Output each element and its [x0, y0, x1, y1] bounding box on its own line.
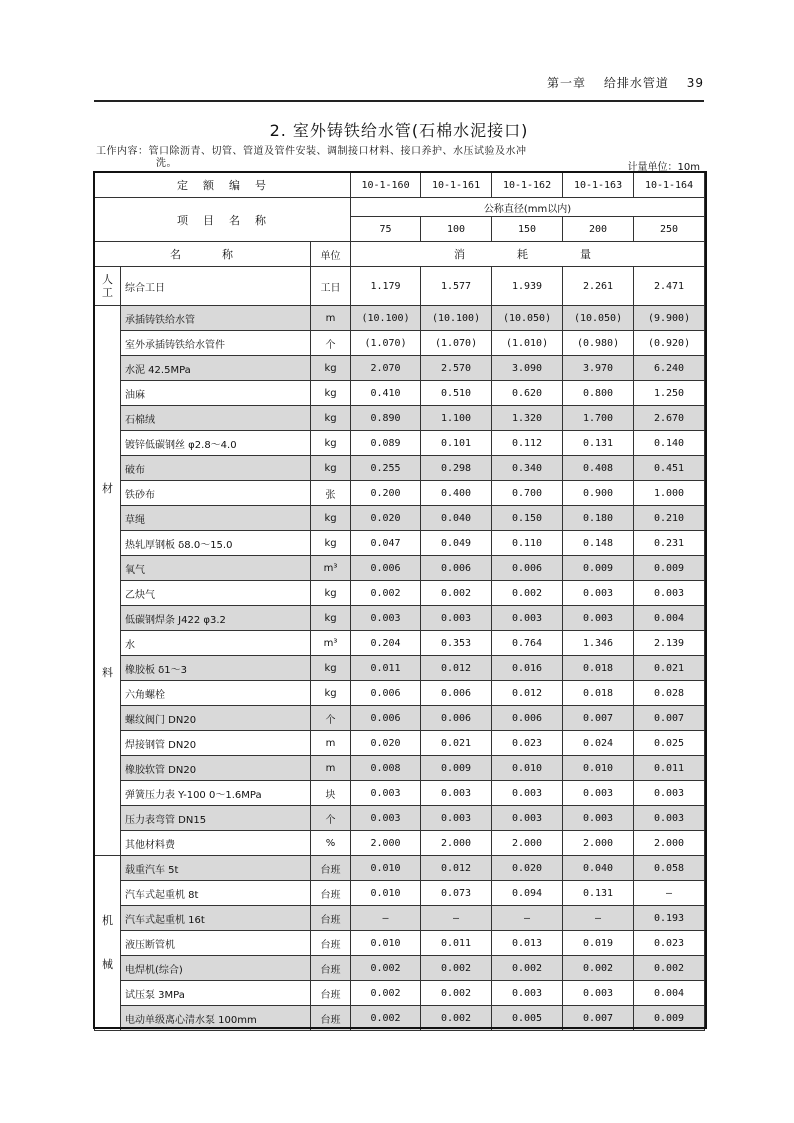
item-name: 氧气: [121, 556, 311, 581]
value-cell: 0.410: [351, 381, 421, 406]
value-cell: 0.200: [351, 481, 421, 506]
value-cell: 2.000: [563, 831, 634, 856]
value-cell: (1.070): [351, 331, 421, 356]
page-number: 39: [686, 76, 704, 90]
machine-category-bottom: 械: [102, 958, 113, 971]
diameter-cell: 150: [492, 217, 563, 242]
value-cell: 0.003: [351, 606, 421, 631]
diameter-label-row: [95, 198, 705, 217]
value-cell: 0.011: [351, 656, 421, 681]
value-cell: 0.112: [492, 431, 563, 456]
value-cell: 0.047: [351, 531, 421, 556]
item-unit: 台班: [311, 856, 351, 881]
value-cell: 0.023: [634, 931, 705, 956]
value-cell: 0.255: [351, 456, 421, 481]
value-cell: 0.900: [563, 481, 634, 506]
value-cell: (10.100): [421, 306, 492, 331]
value-cell: 0.003: [563, 581, 634, 606]
value-cell: 0.003: [351, 806, 421, 831]
item-unit: 张: [311, 481, 351, 506]
value-cell: 0.193: [634, 906, 705, 931]
work-content-line1: 工作内容：管口除沥青、切管、管道及管件安装、调制接口材料、接口养护、水压试验及水冲: [96, 146, 527, 157]
value-cell: 2.000: [351, 831, 421, 856]
item-unit: 个: [311, 706, 351, 731]
material-row: [95, 406, 705, 431]
value-cell: 2.261: [563, 267, 634, 306]
unit-column-header: 单位: [311, 242, 351, 267]
value-cell: (10.100): [351, 306, 421, 331]
value-cell: 1.939: [492, 267, 563, 306]
value-cell: (10.050): [492, 306, 563, 331]
value-cell: 2.139: [634, 631, 705, 656]
value-cell: 0.101: [421, 431, 492, 456]
value-cell: 3.090: [492, 356, 563, 381]
machine-category-top: 机: [102, 914, 113, 927]
item-name: 六角螺栓: [121, 681, 311, 706]
value-cell: 0.890: [351, 406, 421, 431]
code-cell: 10-1-164: [634, 173, 705, 198]
value-cell: 1.320: [492, 406, 563, 431]
value-cell: 0.510: [421, 381, 492, 406]
value-cell: 0.006: [351, 556, 421, 581]
consumption-header: 消 耗 量: [351, 242, 705, 267]
item-unit: 台班: [311, 931, 351, 956]
value-cell: 0.006: [351, 706, 421, 731]
item-unit: kg: [311, 506, 351, 531]
code-cell: 10-1-161: [421, 173, 492, 198]
value-cell: 0.004: [634, 606, 705, 631]
value-cell: 0.049: [421, 531, 492, 556]
value-cell: 0.003: [634, 581, 705, 606]
value-cell: —: [634, 881, 705, 906]
item-unit: kg: [311, 681, 351, 706]
value-cell: 0.148: [563, 531, 634, 556]
value-cell: 0.003: [492, 781, 563, 806]
value-cell: 0.002: [492, 581, 563, 606]
material-row: [95, 631, 705, 656]
material-row: [95, 606, 705, 631]
item-unit: 个: [311, 331, 351, 356]
diameter-cell: 75: [351, 217, 421, 242]
diameter-cell: 250: [634, 217, 705, 242]
value-cell: 0.025: [634, 731, 705, 756]
page-header: [94, 74, 704, 100]
value-cell: 0.005: [492, 1006, 563, 1031]
material-row: [95, 706, 705, 731]
value-cell: 0.003: [421, 806, 492, 831]
item-name: 草绳: [121, 506, 311, 531]
value-cell: 0.018: [563, 681, 634, 706]
value-cell: 0.023: [492, 731, 563, 756]
value-cell: 0.006: [492, 706, 563, 731]
value-cell: 1.577: [421, 267, 492, 306]
item-unit: 块: [311, 781, 351, 806]
item-unit: kg: [311, 431, 351, 456]
material-row: [95, 456, 705, 481]
item-name: 汽车式起重机 16t: [121, 906, 311, 931]
code-cell: 10-1-162: [492, 173, 563, 198]
value-cell: 3.970: [563, 356, 634, 381]
value-cell: 2.471: [634, 267, 705, 306]
value-cell: 0.019: [563, 931, 634, 956]
item-name: 液压断管机: [121, 931, 311, 956]
value-cell: 0.131: [563, 431, 634, 456]
value-cell: 0.009: [634, 556, 705, 581]
value-cell: 0.150: [492, 506, 563, 531]
value-cell: 0.700: [492, 481, 563, 506]
code-label: 定 额 编 号: [95, 173, 351, 198]
item-name: 汽车式起重机 8t: [121, 881, 311, 906]
value-cell: 0.003: [492, 606, 563, 631]
value-cell: 0.764: [492, 631, 563, 656]
value-cell: 0.002: [421, 581, 492, 606]
value-cell: 0.020: [492, 856, 563, 881]
value-cell: 0.007: [563, 1006, 634, 1031]
value-cell: 0.231: [634, 531, 705, 556]
value-cell: 0.020: [351, 506, 421, 531]
work-content: [96, 146, 556, 170]
work-content-line2: 洗。: [156, 158, 177, 169]
item-unit: 台班: [311, 1006, 351, 1031]
material-row: [95, 781, 705, 806]
item-unit: kg: [311, 581, 351, 606]
value-cell: 0.110: [492, 531, 563, 556]
value-cell: 0.010: [563, 756, 634, 781]
value-cell: 0.180: [563, 506, 634, 531]
item-name: 水: [121, 631, 311, 656]
value-cell: 0.007: [634, 706, 705, 731]
value-cell: 1.179: [351, 267, 421, 306]
machine-category: [95, 856, 121, 1031]
value-cell: 0.006: [421, 706, 492, 731]
value-cell: 0.002: [351, 1006, 421, 1031]
value-cell: (1.010): [492, 331, 563, 356]
code-cell: 10-1-163: [563, 173, 634, 198]
value-cell: 2.000: [492, 831, 563, 856]
material-row: [95, 356, 705, 381]
value-cell: 0.003: [634, 806, 705, 831]
value-cell: 0.451: [634, 456, 705, 481]
item-label: 项 目 名 称: [95, 198, 351, 242]
value-cell: 0.003: [421, 606, 492, 631]
value-cell: 2.570: [421, 356, 492, 381]
material-category-bottom: 料: [102, 665, 113, 679]
item-unit: m: [311, 306, 351, 331]
value-cell: 2.670: [634, 406, 705, 431]
item-unit: m: [311, 731, 351, 756]
value-cell: 0.007: [563, 706, 634, 731]
item-name: 油麻: [121, 381, 311, 406]
value-cell: 0.002: [351, 956, 421, 981]
value-cell: 1.700: [563, 406, 634, 431]
value-cell: (9.900): [634, 306, 705, 331]
material-row: [95, 681, 705, 706]
value-cell: 0.340: [492, 456, 563, 481]
value-cell: 0.020: [351, 731, 421, 756]
material-row: [95, 581, 705, 606]
value-cell: 0.003: [563, 981, 634, 1006]
machine-row: [95, 856, 705, 881]
item-name: 橡胶软管 DN20: [121, 756, 311, 781]
value-cell: 0.620: [492, 381, 563, 406]
item-name: 压力表弯管 DN15: [121, 806, 311, 831]
item-unit: 工日: [311, 267, 351, 306]
value-cell: 0.021: [634, 656, 705, 681]
value-cell: 0.006: [421, 681, 492, 706]
item-unit: m³: [311, 631, 351, 656]
value-cell: 6.240: [634, 356, 705, 381]
value-cell: 0.009: [634, 1006, 705, 1031]
item-name: 弹簧压力表 Y-100 0～1.6MPa: [121, 781, 311, 806]
item-name: 载重汽车 5t: [121, 856, 311, 881]
value-cell: —: [563, 906, 634, 931]
value-cell: (1.070): [421, 331, 492, 356]
item-name: 综合工日: [121, 267, 311, 306]
value-cell: 0.408: [563, 456, 634, 481]
value-cell: 0.021: [421, 731, 492, 756]
value-cell: 0.073: [421, 881, 492, 906]
value-cell: 0.002: [563, 956, 634, 981]
labor-row: [95, 267, 705, 306]
value-cell: 0.011: [634, 756, 705, 781]
measure-unit: 计量单位：10m: [627, 162, 700, 173]
chapter-label: 第一章: [547, 76, 587, 90]
item-unit: kg: [311, 381, 351, 406]
item-unit: 台班: [311, 956, 351, 981]
material-row: [95, 556, 705, 581]
value-cell: 0.002: [634, 956, 705, 981]
value-cell: 0.006: [492, 556, 563, 581]
item-unit: 台班: [311, 981, 351, 1006]
value-cell: 2.000: [634, 831, 705, 856]
value-cell: 0.010: [351, 856, 421, 881]
value-cell: 2.070: [351, 356, 421, 381]
material-category-top: 材: [102, 481, 113, 495]
name-column-header: 名 称: [95, 242, 311, 267]
value-cell: 1.000: [634, 481, 705, 506]
value-cell: 0.003: [421, 781, 492, 806]
item-unit: kg: [311, 606, 351, 631]
value-cell: 0.009: [421, 756, 492, 781]
material-row: [95, 831, 705, 856]
value-cell: 0.002: [421, 1006, 492, 1031]
value-cell: 0.800: [563, 381, 634, 406]
machine-row: [95, 1006, 705, 1031]
item-name: 螺纹阀门 DN20: [121, 706, 311, 731]
value-cell: 0.210: [634, 506, 705, 531]
header-rule: [94, 100, 704, 102]
diameter-label: 公称直径(mm以内): [351, 198, 705, 217]
value-cell: 0.010: [351, 931, 421, 956]
value-cell: 1.100: [421, 406, 492, 431]
material-row: [95, 481, 705, 506]
value-cell: 0.012: [492, 681, 563, 706]
value-cell: 0.298: [421, 456, 492, 481]
value-cell: 0.012: [421, 856, 492, 881]
page-title: 2. 室外铸铁给水管(石棉水泥接口): [269, 121, 529, 140]
value-cell: 0.003: [351, 781, 421, 806]
value-cell: 0.028: [634, 681, 705, 706]
material-row: [95, 331, 705, 356]
value-cell: (0.920): [634, 331, 705, 356]
column-header-row: [95, 242, 705, 267]
item-unit: 个: [311, 806, 351, 831]
value-cell: 0.006: [421, 556, 492, 581]
quota-table: [94, 172, 705, 1031]
code-cell: 10-1-160: [351, 173, 421, 198]
item-unit: kg: [311, 656, 351, 681]
value-cell: 0.089: [351, 431, 421, 456]
material-row: [95, 531, 705, 556]
machine-row: [95, 881, 705, 906]
value-cell: 0.018: [563, 656, 634, 681]
material-row: [95, 756, 705, 781]
item-name: 室外承插铸铁给水管件: [121, 331, 311, 356]
value-cell: 0.002: [492, 956, 563, 981]
value-cell: 0.003: [492, 806, 563, 831]
item-unit: kg: [311, 356, 351, 381]
item-unit: kg: [311, 531, 351, 556]
item-unit: %: [311, 831, 351, 856]
item-name: 电动单级离心清水泵 100mm: [121, 1006, 311, 1031]
material-row: [95, 806, 705, 831]
value-cell: 0.012: [421, 656, 492, 681]
value-cell: 0.006: [351, 681, 421, 706]
diameter-cell: 200: [563, 217, 634, 242]
value-cell: 0.024: [563, 731, 634, 756]
code-row: [95, 173, 705, 198]
value-cell: 0.010: [492, 756, 563, 781]
item-name: 焊接钢管 DN20: [121, 731, 311, 756]
value-cell: 0.009: [563, 556, 634, 581]
value-cell: —: [492, 906, 563, 931]
item-unit: 台班: [311, 906, 351, 931]
value-cell: 1.250: [634, 381, 705, 406]
item-name: 承插铸铁给水管: [121, 306, 311, 331]
value-cell: 0.003: [492, 981, 563, 1006]
value-cell: —: [351, 906, 421, 931]
material-row: [95, 731, 705, 756]
value-cell: 0.131: [563, 881, 634, 906]
material-row: [95, 381, 705, 406]
item-name: 乙炔气: [121, 581, 311, 606]
value-cell: (10.050): [563, 306, 634, 331]
item-name: 热轧厚钢板 δ8.0～15.0: [121, 531, 311, 556]
value-cell: 0.002: [421, 956, 492, 981]
value-cell: 0.400: [421, 481, 492, 506]
item-name: 石棉绒: [121, 406, 311, 431]
item-unit: m: [311, 756, 351, 781]
item-name: 镀锌低碳钢丝 φ2.8～4.0: [121, 431, 311, 456]
machine-row: [95, 931, 705, 956]
value-cell: 0.040: [563, 856, 634, 881]
item-name: 铁砂布: [121, 481, 311, 506]
item-unit: kg: [311, 406, 351, 431]
value-cell: 0.204: [351, 631, 421, 656]
item-name: 其他材料费: [121, 831, 311, 856]
material-row: [95, 506, 705, 531]
item-name: 破布: [121, 456, 311, 481]
labor-category: 人工: [95, 267, 121, 306]
item-name: 水泥 42.5MPa: [121, 356, 311, 381]
item-unit: m³: [311, 556, 351, 581]
value-cell: 0.002: [351, 581, 421, 606]
material-row: [95, 431, 705, 456]
value-cell: 0.008: [351, 756, 421, 781]
value-cell: 0.010: [351, 881, 421, 906]
value-cell: 0.140: [634, 431, 705, 456]
item-name: 电焊机(综合): [121, 956, 311, 981]
item-unit: 台班: [311, 881, 351, 906]
value-cell: 0.003: [563, 606, 634, 631]
value-cell: —: [421, 906, 492, 931]
value-cell: 2.000: [421, 831, 492, 856]
value-cell: 0.353: [421, 631, 492, 656]
value-cell: 0.016: [492, 656, 563, 681]
value-cell: 0.003: [563, 806, 634, 831]
item-unit: kg: [311, 456, 351, 481]
material-category: [95, 306, 121, 856]
machine-row: [95, 956, 705, 981]
value-cell: 0.094: [492, 881, 563, 906]
value-cell: 0.002: [421, 981, 492, 1006]
value-cell: 0.011: [421, 931, 492, 956]
item-name: 低碳钢焊条 J422 φ3.2: [121, 606, 311, 631]
item-name: 橡胶板 δ1～3: [121, 656, 311, 681]
diameter-cell: 100: [421, 217, 492, 242]
item-name: 试压泵 3MPa: [121, 981, 311, 1006]
value-cell: 0.002: [351, 981, 421, 1006]
value-cell: 0.004: [634, 981, 705, 1006]
value-cell: 0.013: [492, 931, 563, 956]
value-cell: 0.040: [421, 506, 492, 531]
value-cell: 1.346: [563, 631, 634, 656]
value-cell: (0.980): [563, 331, 634, 356]
material-row: [95, 656, 705, 681]
machine-row: [95, 906, 705, 931]
machine-row: [95, 981, 705, 1006]
value-cell: 0.058: [634, 856, 705, 881]
material-row: [95, 306, 705, 331]
section-label: 给排水管道: [603, 76, 669, 90]
value-cell: 0.003: [563, 781, 634, 806]
value-cell: 0.003: [634, 781, 705, 806]
